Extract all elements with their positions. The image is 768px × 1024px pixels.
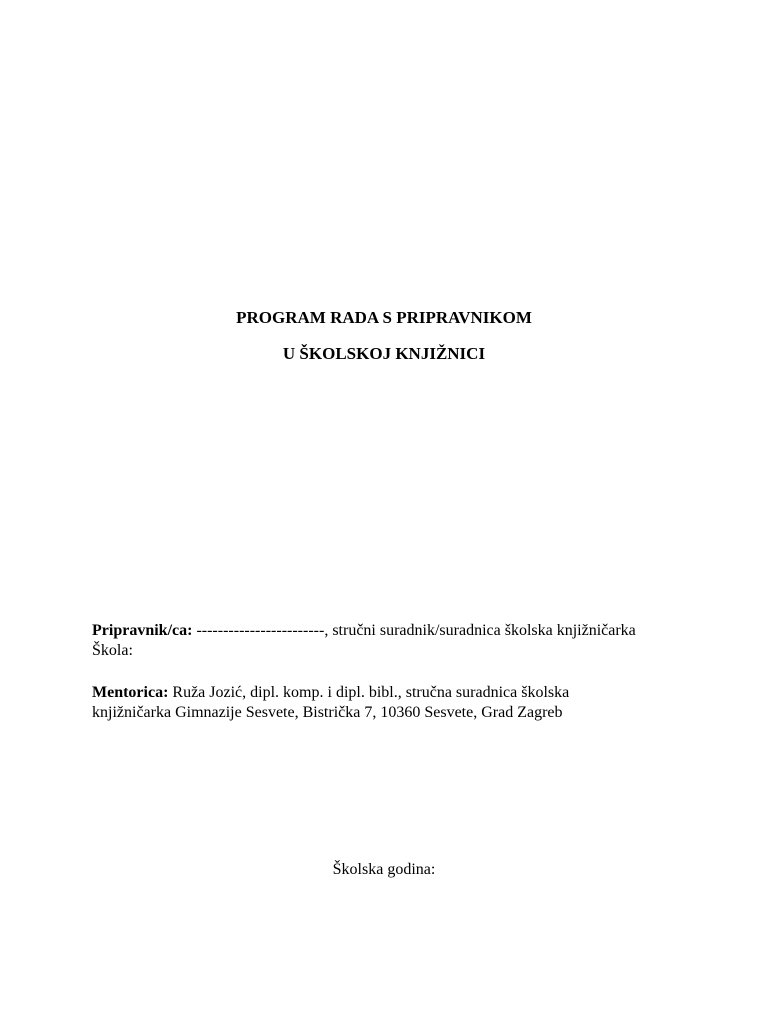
mentor-section xyxy=(92,683,732,723)
document-title-line-2: U ŠKOLSKOJ KNJIŽNICI xyxy=(282,344,486,363)
document-title-line-1: PROGRAM RADA S PRIPRAVNIKOM xyxy=(236,308,532,327)
school-line xyxy=(92,641,732,661)
school-label: Škola: xyxy=(92,642,133,659)
intern-value: ------------------------, stručni suradnik/suradnica školska knjižničarka xyxy=(192,622,636,639)
mentor-label: Mentorica: xyxy=(92,684,169,701)
mentor-value-1: Ruža Jozić, dipl. komp. i dipl. bibl., stručna suradnica školska xyxy=(168,684,570,701)
mentor-line-2 xyxy=(92,703,732,723)
school-year-label: Školska godina: xyxy=(332,861,436,878)
mentor-value-2: knjižničarka Gimnazije Sesvete, Bistrička 7, 10360 Sesvete, Grad Zagreb xyxy=(92,704,563,721)
intern-label: Pripravnik/ca: xyxy=(92,622,193,639)
intern-section xyxy=(92,621,732,661)
mentor-line-1 xyxy=(92,683,732,703)
intern-line xyxy=(92,621,732,641)
